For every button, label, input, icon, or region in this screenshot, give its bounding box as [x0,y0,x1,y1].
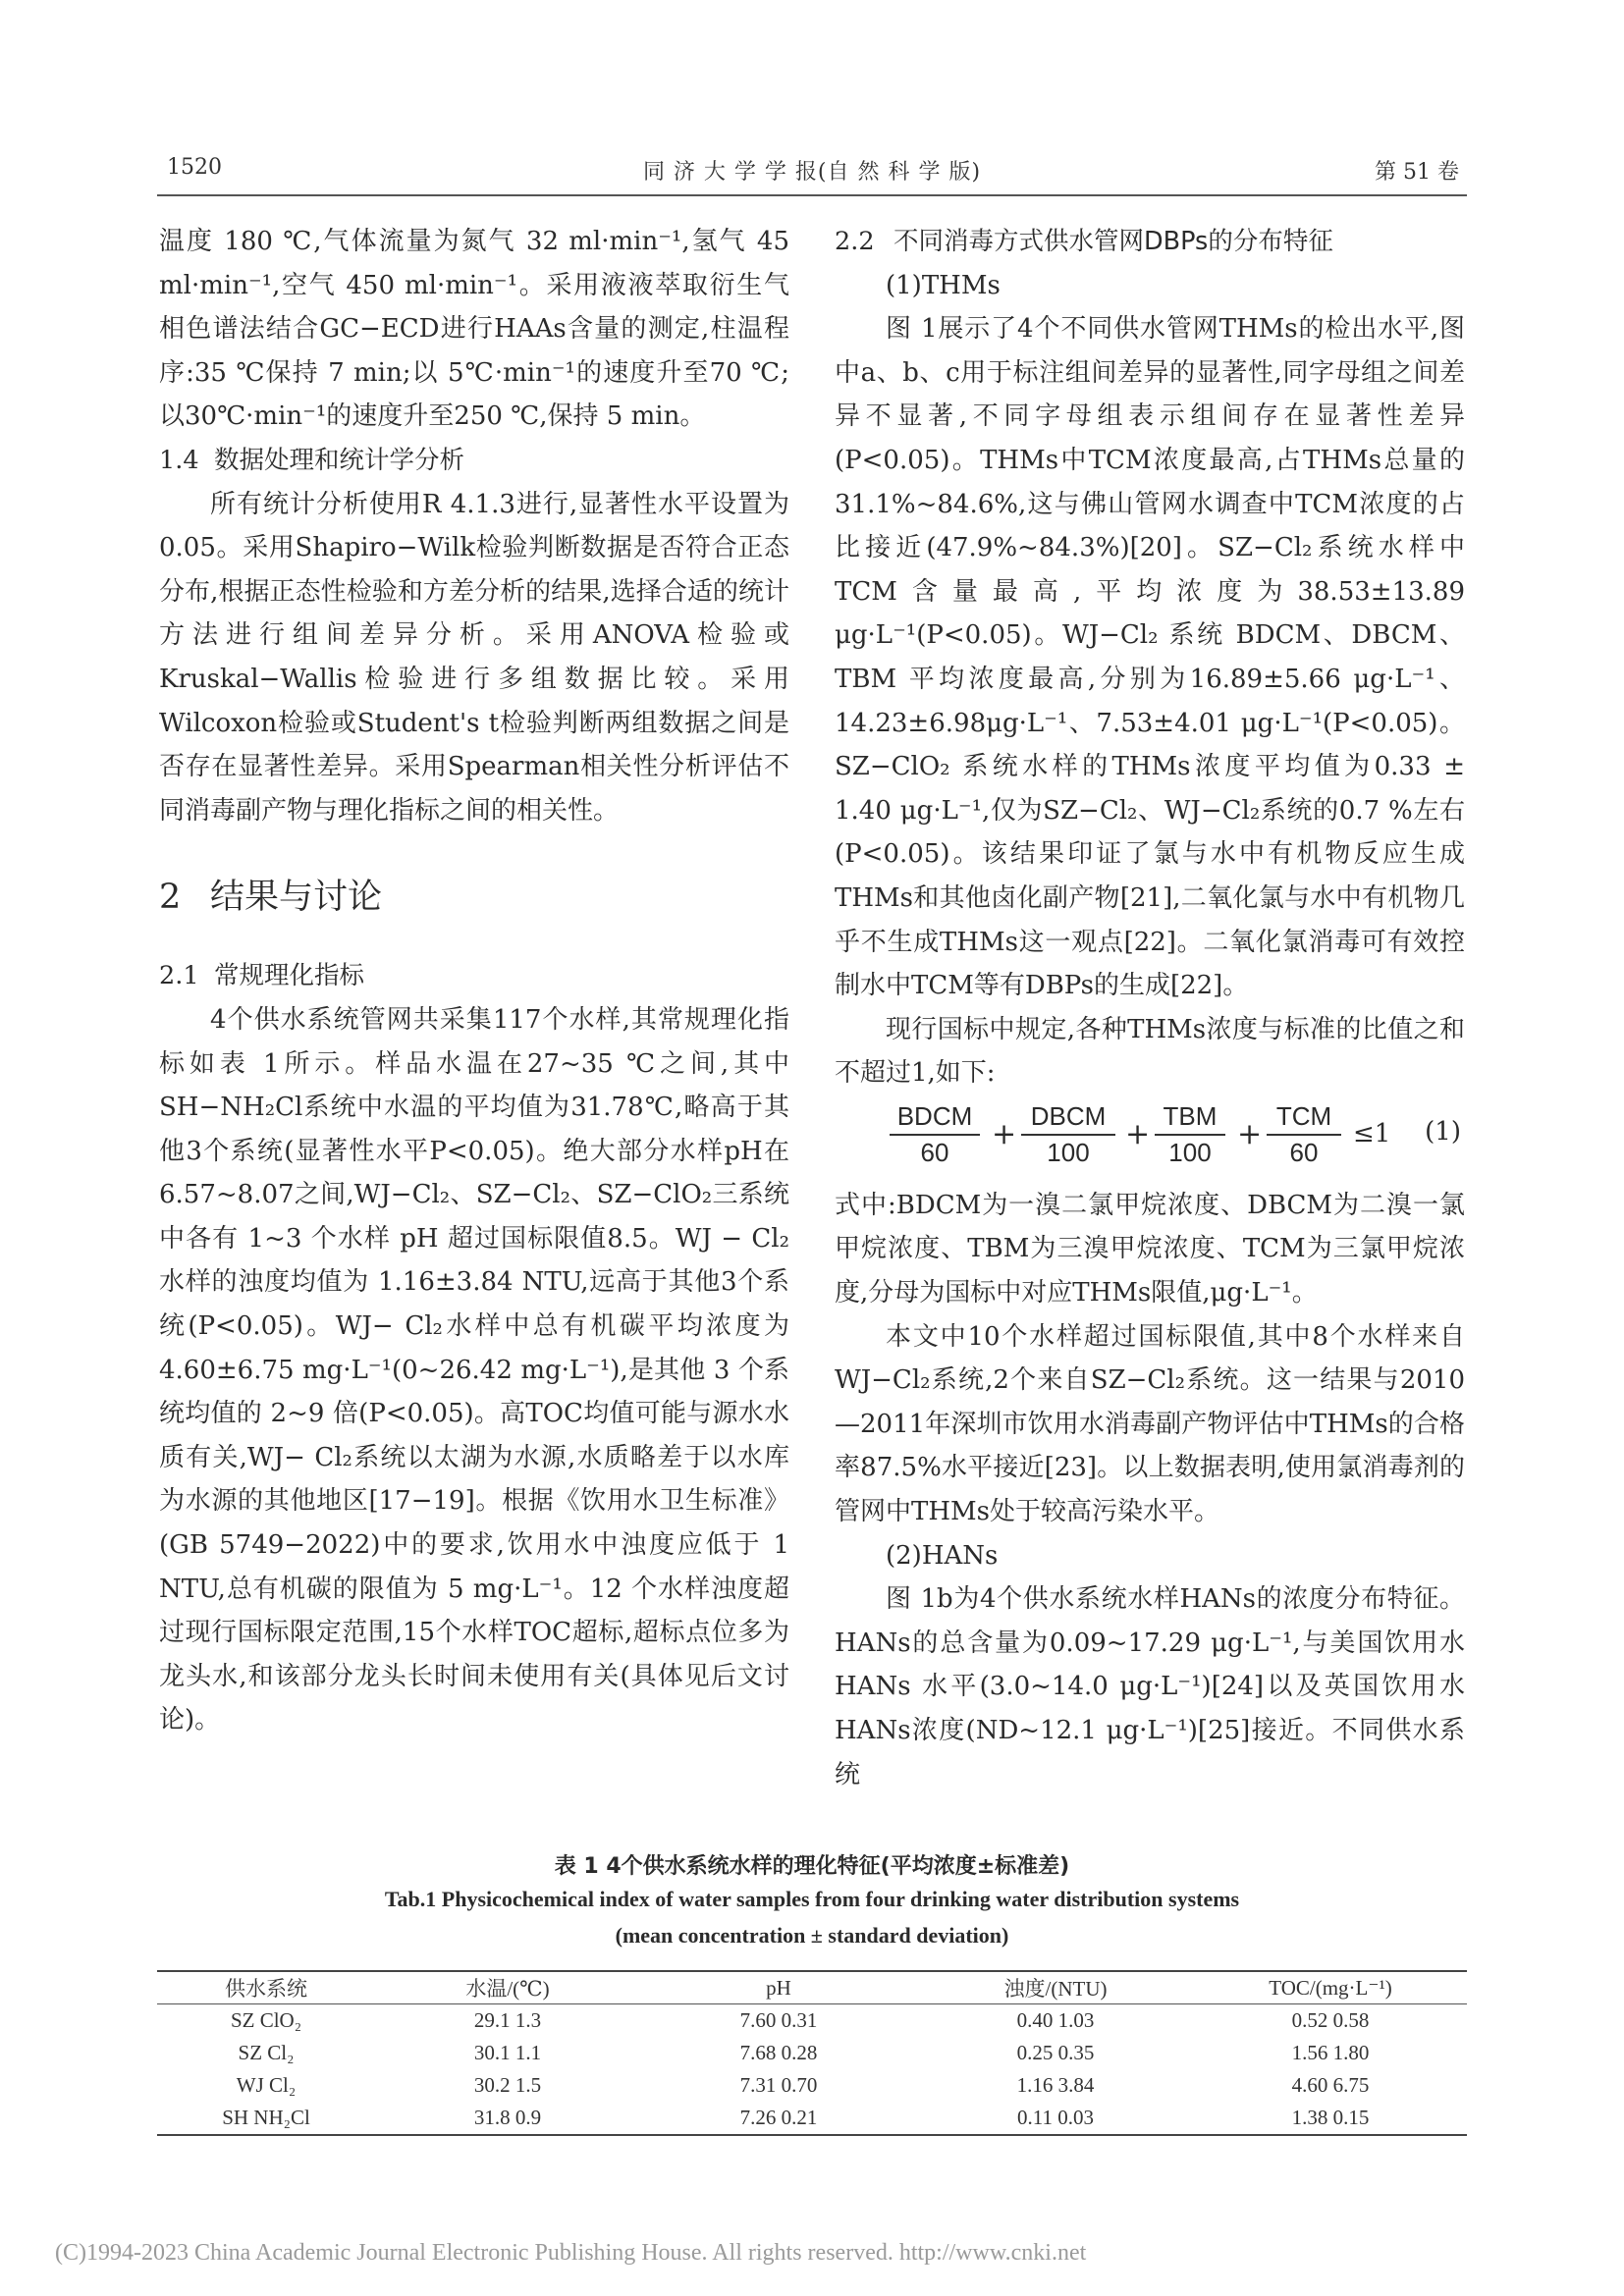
table-cell: 0.52 0.58 [1291,2008,1370,2032]
denominator: 60 [1289,1137,1319,1167]
table-caption-en: Tab.1 Physicochemical index of water samples from four drinking water distribution systems [384,1887,1240,1911]
subheading: (2)HANs [886,1540,999,1571]
paragraph: 4个供水系统管网共采集117个水样,其常规理化指标如表 1所示。样品水温在27~35 ℃之间,其中SH−NH₂Cl系统中水温的平均值为31.78℃,略高于其他3个系统(显著性水平P<0.05)。绝大部分水样pH在6.57~8.07之间,WJ−Cl₂、SZ−Cl₂、SZ−ClO₂三系统中各有 1~3 个水样 pH 超过国标限值8.5。WJ − Cl₂ 水样的浊度均值为 1.16±3.84 NTU,远高于其他3个系统(P<0.05)。WJ− Cl₂水样中总有机碳平均浓度为 4.60±6.75 mg·L⁻¹(0~26.42 mg·L⁻¹),是其他 3 个系统均值的 2~9 倍(P<0.05)。高TOC均值可能与源水水质有关,WJ− Cl₂系统以太湖为水源,水质略差于以水库为水源的其他地区[17−19]。根据《饮用水卫生标准》(GB 5749−2022)中的要求,饮用水中浊度应低于 1 NTU,总有机碳的限值为 5 mg·L⁻¹。12 个水样浊度超过现行国标限定范围,15个水样TOC超标,超标点位多为龙头水,和该部分龙头长时间未使用有关(具体见后文讨论)。 [159,1004,789,1735]
table-caption-cn: 表 1 4个供水系统水样的理化特征(平均浓度±标准差) [554,1854,1070,1879]
column-header: 浊度/(NTU) [917,1971,1194,2004]
section-title: 数据处理和统计学分析 [214,445,465,475]
table-cell: 0.11 0.03 [917,2102,1194,2135]
table-cell: WJ Cl₂ [236,2073,297,2097]
table-cell: 31.8 0.9 [375,2102,640,2135]
table-cell: SZ ClO₂ [230,2008,302,2032]
numerator: TCM [1267,1101,1341,1136]
section-number: 2.1 [159,961,199,991]
column-header: 水温/(℃) [375,1971,640,2004]
numerator: TBM [1155,1101,1225,1136]
fraction [1021,1101,1115,1168]
table-cell: 7.26 0.21 [640,2102,917,2135]
table-cell: 29.1 1.3 [473,2008,542,2032]
numerator: DBCM [1021,1101,1115,1136]
paragraph: 所有统计分析使用R 4.1.3进行,显著性水平设置为0.05。采用Shapiro−Wilk检验判断数据是否符合正态分布,根据正态性检验和方差分析的结果,选择合适的统计方法进行组间差异分析。采用ANOVA检验或Kruskal−Wallis检验进行多组数据比较。采用Wilcoxon检验或Student's t检验判断两组数据之间是否存在显著性差异。采用Spearman相关性分析评估不同消毒副产物与理化指标之间的相关性。 [159,489,789,826]
column-header: TOC/(mg·L⁻¹) [1194,1971,1467,2004]
fraction [890,1101,980,1168]
table-cell: SZ Cl₂ [238,2041,295,2064]
table-cell: 1.16 3.84 [1016,2073,1095,2097]
table-cell: 1.56 1.80 [1291,2041,1370,2064]
fraction [1155,1101,1225,1168]
table-row [157,2004,1467,2038]
leq-sign: ≤1 [1353,1118,1391,1148]
table-row [157,2069,1467,2102]
left-column [159,220,789,1742]
paragraph: 温度 180 ℃,气体流量为氮气 32 ml·min⁻¹,氢气 45 ml·min⁻¹,空气 450 ml·min⁻¹。采用液液萃取衍生气相色谱法结合GC−ECD进行HAAs含量的测定,柱温程序:35 ℃保持 7 min;以 5℃·min⁻¹的速度升至70 ℃;以30℃·min⁻¹的速度升至250 ℃,保持 5 min。 [159,227,789,432]
paragraph: 图 1展示了4个不同供水管网THMs的检出水平,图中a、b、c用于标注组间差异的显著性,同字母组之间差异不显著,不同字母组表示组间存在显著性差异(P<0.05)。THMs中TCM浓度最高,占THMs总量的31.1%~84.6%,这与佛山管网水调查中TCM浓度的占比接近(47.9%~84.3%)[20]。SZ−Cl₂系统水样中TCM含量最高,平均浓度为38.53±13.89 μg·L⁻¹(P<0.05)。WJ−Cl₂ 系统 BDCM、DBCM、TBM 平均浓度最高,分别为16.89±5.66 μg·L⁻¹、14.23±6.98μg·L⁻¹、7.53±4.01 μg·L⁻¹(P<0.05)。SZ−ClO₂ 系统水样的THMs浓度平均值为0.33 ± 1.40 μg·L⁻¹,仅为SZ−Cl₂、WJ−Cl₂系统的0.7 %左右(P<0.05)。该结果印证了氯与水中有机物反应生成THMs和其他卤化副产物[21],二氧化氯与水中有机物几乎不生成THMs这一观点[22]。二氧化氯消毒可有效控制水中TCM等有DBPs的生成[22]。 [835,314,1465,1001]
section-title: 不同消毒方式供水管网DBPs的分布特征 [893,227,1333,256]
table-cell: 0.25 0.35 [1016,2041,1095,2064]
right-column [835,220,1465,1796]
denominator: 60 [920,1137,949,1167]
table-row [157,2102,1467,2135]
denominator: 100 [1168,1137,1212,1167]
section-number: 2 [159,878,182,918]
journal-title: 同 济 大 学 学 报(自 然 科 学 版) [642,160,982,185]
data-table [157,1970,1467,2136]
fraction [1267,1101,1341,1168]
volume-label: 第 51 卷 [1375,160,1459,185]
column-header: 供水系统 [157,1971,375,2004]
section-title: 结果与讨论 [210,878,383,918]
equation-number: (1) [1425,1116,1461,1147]
plus-sign: + [1125,1116,1151,1151]
section-heading-2 [159,878,789,917]
table-cell: 7.31 0.70 [739,2073,818,2097]
denominator: 100 [1047,1137,1090,1167]
paragraph: 现行国标中规定,各种THMs浓度与标准的比值之和不超过1,如下: [835,1014,1465,1089]
table-cell: 1.38 0.15 [1194,2102,1467,2135]
table-header-row [157,1971,1467,2004]
table-cell: 0.40 1.03 [1016,2008,1095,2032]
section-number: 2.2 [835,227,875,256]
plus-sign: + [992,1116,1017,1151]
table-cell: 30.2 1.5 [473,2073,542,2097]
table-cell: SH NH₂Cl [157,2102,375,2135]
paragraph: 图 1b为4个供水系统水样HANs的浓度分布特征。HANs的总含量为0.09~17.29 μg·L⁻¹,与美国饮用水HANs 水平(3.0~14.0 μg·L⁻¹)[24]以及英国饮用水HANs浓度(ND~12.1 μg·L⁻¹)[25]接近。不同供水系统 [835,1584,1465,1789]
section-heading-2-2 [835,220,1465,264]
copyright-footer: (C)1994-2023 China Academic Journal Electronic Publishing House. All rights reserved. http://www.cnki.net [55,2240,1087,2266]
table-row [157,2037,1467,2069]
section-number: 1.4 [159,445,199,475]
column-header: pH [640,1971,917,2004]
page-number: 1520 [167,155,222,180]
section-heading-1-4 [159,439,789,483]
table-cell: 7.60 0.31 [739,2008,818,2032]
section-heading-2-1 [159,954,789,998]
subheading: (1)THMs [886,270,1001,300]
paragraph: 式中:BDCM为一溴二氯甲烷浓度、DBCM为二溴一氯甲烷浓度、TBM为三溴甲烷浓度、TCM为三氯甲烷浓度,分母为国标中对应THMs限值,μg·L⁻¹。 [835,1190,1465,1308]
header-rule [157,194,1467,196]
plus-sign: + [1237,1116,1263,1151]
table-caption-en-2: (mean concentration ± standard deviation) [615,1923,1009,1948]
section-title: 常规理化指标 [214,961,365,991]
numerator: BDCM [890,1101,980,1136]
table-cell: 30.1 1.1 [473,2041,542,2064]
table-cell: 7.68 0.28 [739,2041,818,2064]
equation-1 [835,1095,1465,1184]
paragraph: 本文中10个水样超过国标限值,其中8个水样来自WJ−Cl₂系统,2个来自SZ−Cl₂系统。这一结果与2010—2011年深圳市饮用水消毒副产物评估中THMs的合格率87.5%水平接近[23]。以上数据表明,使用氯消毒剂的管网中THMs处于较高污染水平。 [835,1321,1465,1527]
table-cell: 4.60 6.75 [1291,2073,1370,2097]
